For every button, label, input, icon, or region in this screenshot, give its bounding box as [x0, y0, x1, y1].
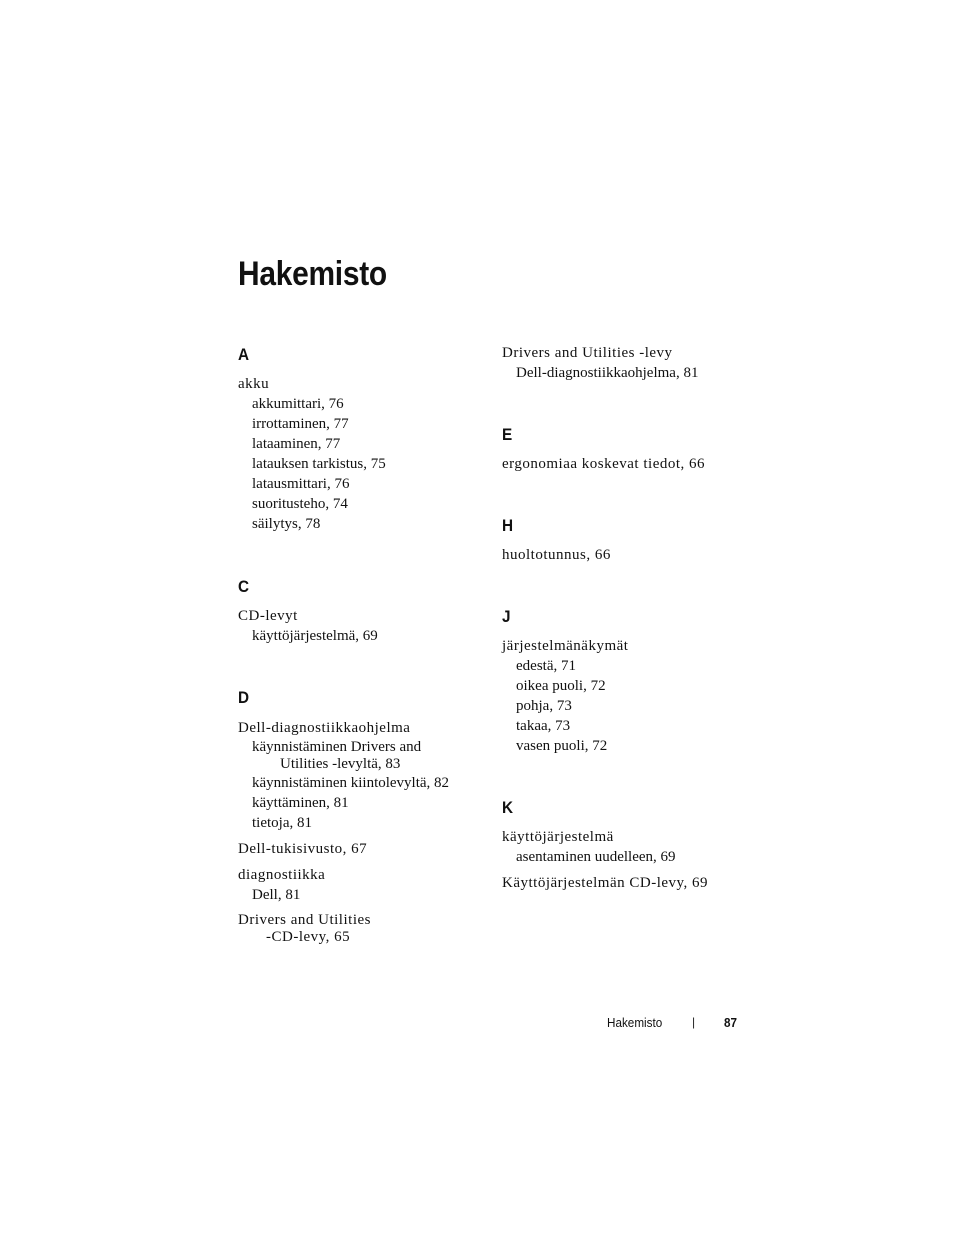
section-letter-a: A [238, 345, 250, 364]
index-column-left [238, 343, 488, 946]
section-letter-j: J [502, 607, 511, 626]
section-letter-h: H [502, 516, 514, 535]
index-subterm: asentaminen uudelleen, 69 [516, 849, 676, 865]
index-term: huoltotunnus, 66 [502, 547, 611, 563]
index-subterm: irrottaminen, 77 [252, 416, 349, 432]
index-subterm: lataaminen, 77 [252, 436, 341, 452]
section-letter-k: K [502, 798, 514, 817]
section-letter-e: E [502, 425, 513, 444]
index-term: Dell-diagnostiikkaohjelma [238, 720, 411, 736]
index-subterm: käyttöjärjestelmä, 69 [252, 628, 378, 644]
index-subterm: säilytys, 78 [252, 516, 321, 532]
index-subterm: Dell-diagnostiikkaohjelma, 81 [516, 365, 699, 381]
index-subterm-continuation: Utilities -levyltä, 83 [280, 756, 401, 772]
index-subterm: suoritusteho, 74 [252, 496, 348, 512]
index-term: Käyttöjärjestelmän CD-levy, 69 [502, 875, 709, 891]
index-term: diagnostiikka [238, 867, 326, 883]
section-letter-d: D [238, 688, 250, 707]
index-subterm: vasen puoli, 72 [516, 738, 608, 754]
footer-section-label: Hakemisto [607, 1015, 663, 1030]
index-subterm: Dell, 81 [252, 887, 301, 903]
page-title: Hakemisto [238, 255, 387, 293]
index-column-right [502, 343, 752, 893]
index-subterm: akkumittari, 76 [252, 396, 344, 412]
index-subterm: käynnistäminen Drivers and [252, 739, 422, 755]
index-subterm: oikea puoli, 72 [516, 678, 606, 694]
index-subterm: latauksen tarkistus, 75 [252, 456, 386, 472]
index-subterm: edestä, 71 [516, 658, 576, 674]
index-term: järjestelmänäkymät [502, 638, 629, 654]
index-term: akku [238, 376, 270, 392]
footer-separator: | [692, 1015, 696, 1029]
index-term: ergonomiaa koskevat tiedot, 66 [502, 456, 706, 472]
index-term-continuation: -CD-levy, 65 [266, 929, 351, 945]
index-subterm: pohja, 73 [516, 698, 572, 714]
index-subterm: takaa, 73 [516, 718, 571, 734]
index-subterm: käyttäminen, 81 [252, 795, 349, 811]
index-term: CD-levyt [238, 608, 298, 624]
index-term: Drivers and Utilities -levy [502, 345, 673, 361]
page-number: 87 [724, 1015, 738, 1030]
index-term: Drivers and Utilities [238, 912, 371, 928]
index-term: Dell-tukisivusto, 67 [238, 841, 368, 857]
section-letter-c: C [238, 577, 250, 596]
index-subterm: tietoja, 81 [252, 815, 312, 831]
index-subterm: latausmittari, 76 [252, 476, 350, 492]
index-subterm: käynnistäminen kiintolevyltä, 82 [252, 775, 450, 791]
index-term: käyttöjärjestelmä [502, 829, 614, 845]
